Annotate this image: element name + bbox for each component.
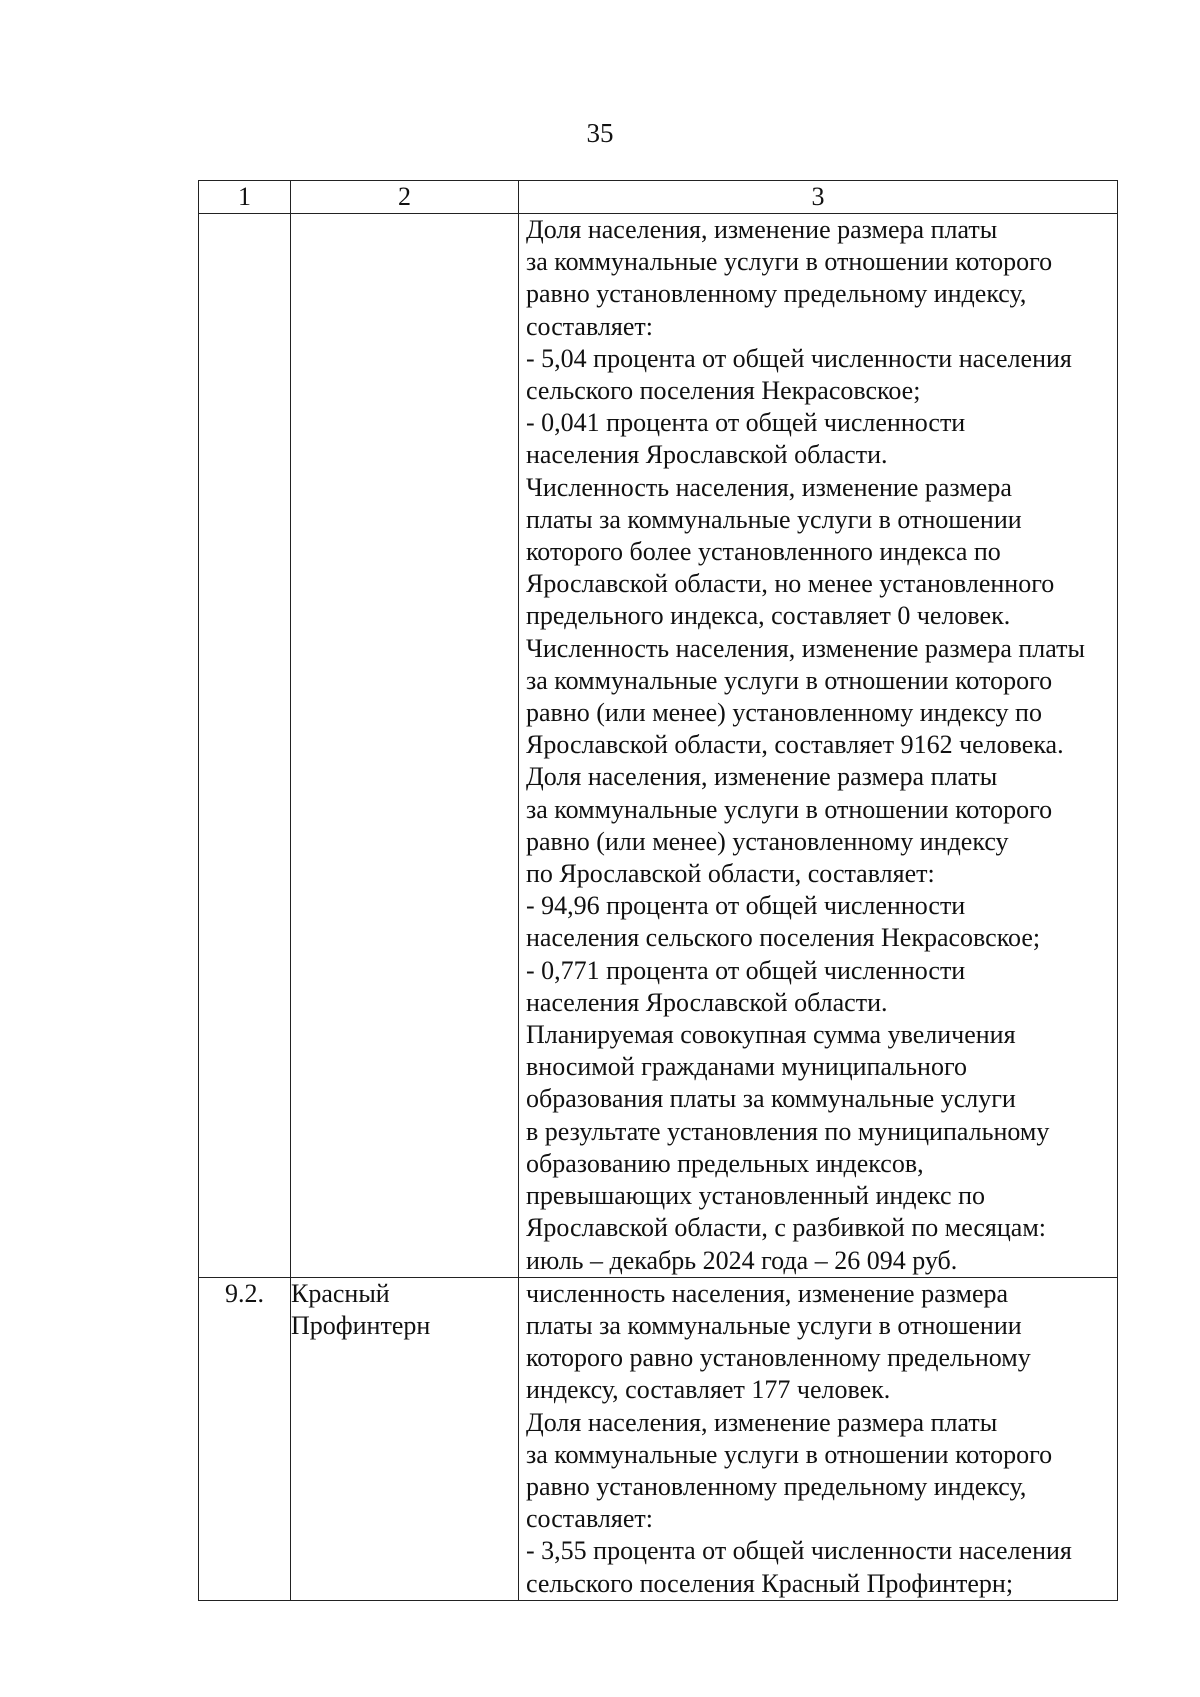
description-line: населения сельского поселения Некрасовское; [526,923,1041,953]
description-line: Доля населения, изменение размера платы [526,215,998,244]
page-number: 35 [586,118,614,148]
description-line: по Ярославской области, составляет: [526,859,935,889]
description-line: - 0,041 процента от общей численности [526,408,966,438]
description-line: - 0,771 процента от общей численности [526,955,966,985]
description-line: Ярославской области, но менее установленного [526,569,1055,599]
row-number-cell: 9.2. [199,1277,291,1600]
description-line: превышающих установленный индекс по [526,1181,985,1211]
description-line: составляет: [526,311,653,341]
header-col-1: 1 [199,181,291,214]
description-line: индексу, составляет 177 человек. [526,1375,891,1405]
description-line: платы за коммунальные услуги в отношении [526,1310,1022,1340]
table-row [199,214,1118,1278]
description-line: Численность населения, изменение размера [526,472,1012,502]
description-line: образованию предельных индексов, [526,1148,924,1178]
description-line: - 3,55 процента от общей численности населения [526,1536,1072,1566]
description-line: за коммунальные услуги в отношении которого [526,1439,1053,1469]
header-col-3: 3 [519,181,1118,214]
description-line: вносимой гражданами муниципального [526,1052,967,1082]
description-line: за коммунальные услуги в отношении которого [526,794,1053,824]
description-line: равно (или менее) установленному индексу [526,826,1009,856]
row-description-cell [519,214,1118,1278]
description-line: населения Ярославской области. [526,987,888,1017]
description-line: Доля населения, изменение размера платы [526,762,998,792]
description-line: - 5,04 процента от общей численности населения [526,343,1072,373]
description-line: населения Ярославской области. [526,440,888,470]
description-line: численность населения, изменение размера [526,1278,1009,1308]
row-name-cell [291,1277,519,1600]
row-number-cell [199,214,291,1278]
description-line: за коммунальные услуги в отношении которого [526,665,1053,695]
table-header [199,181,1118,214]
description-line: Планируемая совокупная сумма увеличения [526,1020,1016,1050]
description-line: Доля населения, изменение размера платы [526,1407,998,1437]
description-line: предельного индекса, составляет 0 человек. [526,601,1011,631]
description-line: которого равно установленному предельному [526,1343,1031,1373]
table-body [199,214,1118,1601]
row-description-cell [519,1277,1118,1600]
description-line: июль – декабрь 2024 года – 26 094 руб. [526,1245,958,1275]
description-line: Ярославской области, составляет 9162 человека. [526,730,1064,760]
description-line: составляет: [526,1504,653,1534]
row-name-cell [291,214,519,1278]
header-col-2: 2 [291,181,519,214]
description-line: - 94,96 процента от общей численности [526,891,966,921]
description-line: в результате установления по муниципальному [526,1116,1050,1146]
description-line: равно (или менее) установленному индексу по [526,698,1042,728]
settlement-name-line: Красный [291,1278,390,1308]
description-line: за коммунальные услуги в отношении которого [526,247,1053,277]
description-line: Ярославской области, с разбивкой по месяцам: [526,1213,1047,1243]
table-row [199,1277,1118,1600]
description-line: сельского поселения Некрасовское; [526,376,921,406]
description-line: сельского поселения Красный Профинтерн; [526,1568,1014,1598]
description-line: равно установленному предельному индексу, [526,1471,1027,1501]
description-line: Численность населения, изменение размера платы [526,633,1085,663]
settlement-name-line: Профинтерн [291,1310,431,1340]
description-line: которого более установленного индекса по [526,537,1001,567]
description-line: платы за коммунальные услуги в отношении [526,504,1022,534]
description-line: образования платы за коммунальные услуги [526,1084,1016,1114]
description-line: равно установленному предельному индексу, [526,279,1027,309]
data-table [198,180,1118,1601]
